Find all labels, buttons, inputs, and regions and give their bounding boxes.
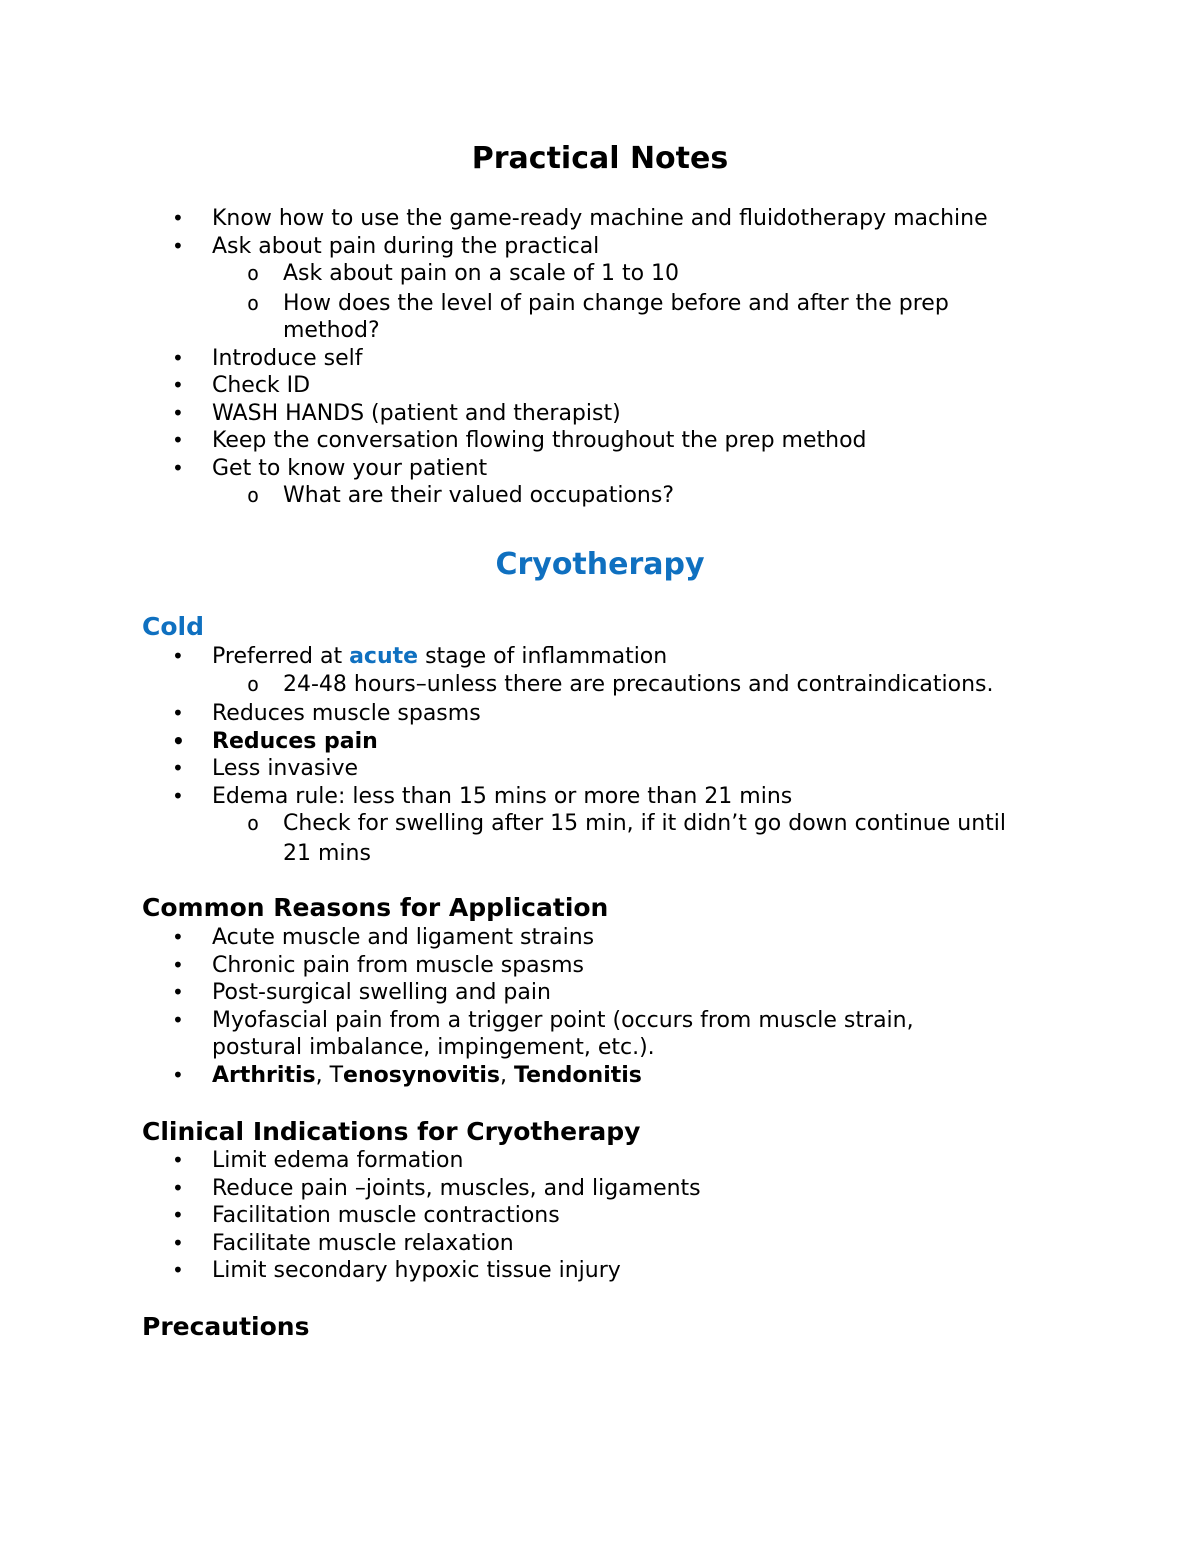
indications-list	[0, 1147, 1200, 1285]
list-item-continuation: postural imbalance, impingement, etc.).	[212, 1035, 655, 1060]
bullet-icon: •	[172, 701, 184, 725]
bullet-icon: •	[172, 1258, 184, 1282]
list-item: • Acute muscle and ligament strains	[172, 925, 595, 950]
bullet-icon: •	[172, 345, 184, 370]
list-item: • Reduce pain –joints, muscles, and ligaments	[172, 1175, 701, 1201]
sub-bullet-icon: o	[247, 483, 260, 507]
list-item: • Facilitation muscle contractions	[172, 1203, 560, 1228]
bullet-icon: •	[172, 925, 184, 949]
list-item: • Know how to use the game-ready machine and fluidotherapy machine	[172, 206, 988, 231]
list-item: • Get to know your patient	[172, 455, 488, 481]
sub-list-item: o How does the level of pain change before and after the prep	[247, 290, 949, 316]
bullet-icon: •	[172, 952, 184, 977]
page-title: Practical Notes	[471, 141, 729, 176]
sub-list-item: o Check for swelling after 15 min, if it didn’t go down continue until	[247, 811, 1006, 836]
list-item: • Reduces pain	[172, 728, 378, 754]
bullet-icon: •	[172, 783, 184, 808]
sub-bullet-icon: o	[247, 811, 260, 835]
sub-list-item-continuation: 21 mins	[283, 840, 371, 866]
list-item: • Myofascial pain from a trigger point (occurs from muscle strain,	[172, 1007, 914, 1033]
sub-list-item: o Ask about pain on a scale of 1 to 10	[247, 261, 680, 286]
list-item: • Limit secondary hypoxic tissue injury	[172, 1258, 621, 1283]
bullet-icon: •	[172, 1203, 184, 1227]
reasons-list	[0, 924, 1200, 1089]
list-item: • Keep the conversation flowing throughout the prep method	[172, 428, 867, 453]
sub-bullet-icon: o	[247, 671, 260, 696]
bullet-icon: •	[172, 373, 184, 397]
bullet-icon: •	[172, 1230, 184, 1255]
bullet-icon: •	[172, 233, 184, 258]
bullet-icon: •	[172, 980, 184, 1004]
bullet-icon: •	[172, 1062, 184, 1087]
sub-list-item: o 24-48 hours–unless there are precautions and contraindications.	[247, 671, 994, 697]
bullet-icon: •	[172, 455, 184, 480]
list-item: • Check ID	[172, 373, 311, 398]
sub-list-item: o What are their valued occupations?	[247, 483, 674, 508]
list-item: • Facilitate muscle relaxation	[172, 1230, 514, 1256]
bullet-icon: •	[172, 1175, 184, 1200]
list-item: • Introduce self	[172, 345, 363, 371]
bullet-icon: •	[172, 1148, 184, 1172]
bullet-icon: •	[172, 728, 185, 753]
bullet-icon: •	[172, 756, 184, 780]
list-item: • Arthritis, Tenosynovitis, Tendonitis	[172, 1062, 642, 1088]
emphasis-acute: acute	[349, 644, 419, 669]
list-item: • Post-surgical swelling and pain	[172, 980, 551, 1005]
list-item: • Chronic pain from muscle spasms	[172, 952, 584, 978]
bullet-icon: •	[172, 644, 184, 668]
cold-list	[0, 643, 1200, 867]
sub-list-item-continuation: method?	[283, 318, 380, 343]
list-item: • Ask about pain during the practical	[172, 233, 600, 259]
sub-bullet-icon: o	[247, 290, 260, 315]
bullet-icon: •	[172, 400, 184, 425]
sub-bullet-icon: o	[247, 261, 260, 285]
heading-common-reasons: Common Reasons for Application	[142, 893, 609, 922]
list-item: • Preferred at acute stage of inflammation	[172, 644, 668, 669]
section-title-cryotherapy: Cryotherapy	[495, 547, 705, 582]
heading-cold: Cold	[142, 612, 204, 641]
bullet-icon: •	[172, 206, 184, 230]
list-item: • Reduces muscle spasms	[172, 701, 481, 726]
list-item: • WASH HANDS (patient and therapist)	[172, 400, 621, 426]
list-item: • Edema rule: less than 15 mins or more than 21 mins	[172, 783, 793, 809]
bullet-icon: •	[172, 1007, 184, 1032]
bullet-icon: •	[172, 428, 184, 452]
list-item: • Limit edema formation	[172, 1148, 464, 1173]
practical-notes-list	[0, 205, 1200, 510]
heading-clinical-indications: Clinical Indications for Cryotherapy	[142, 1117, 641, 1146]
heading-precautions: Precautions	[142, 1312, 310, 1341]
list-item: • Less invasive	[172, 756, 359, 781]
